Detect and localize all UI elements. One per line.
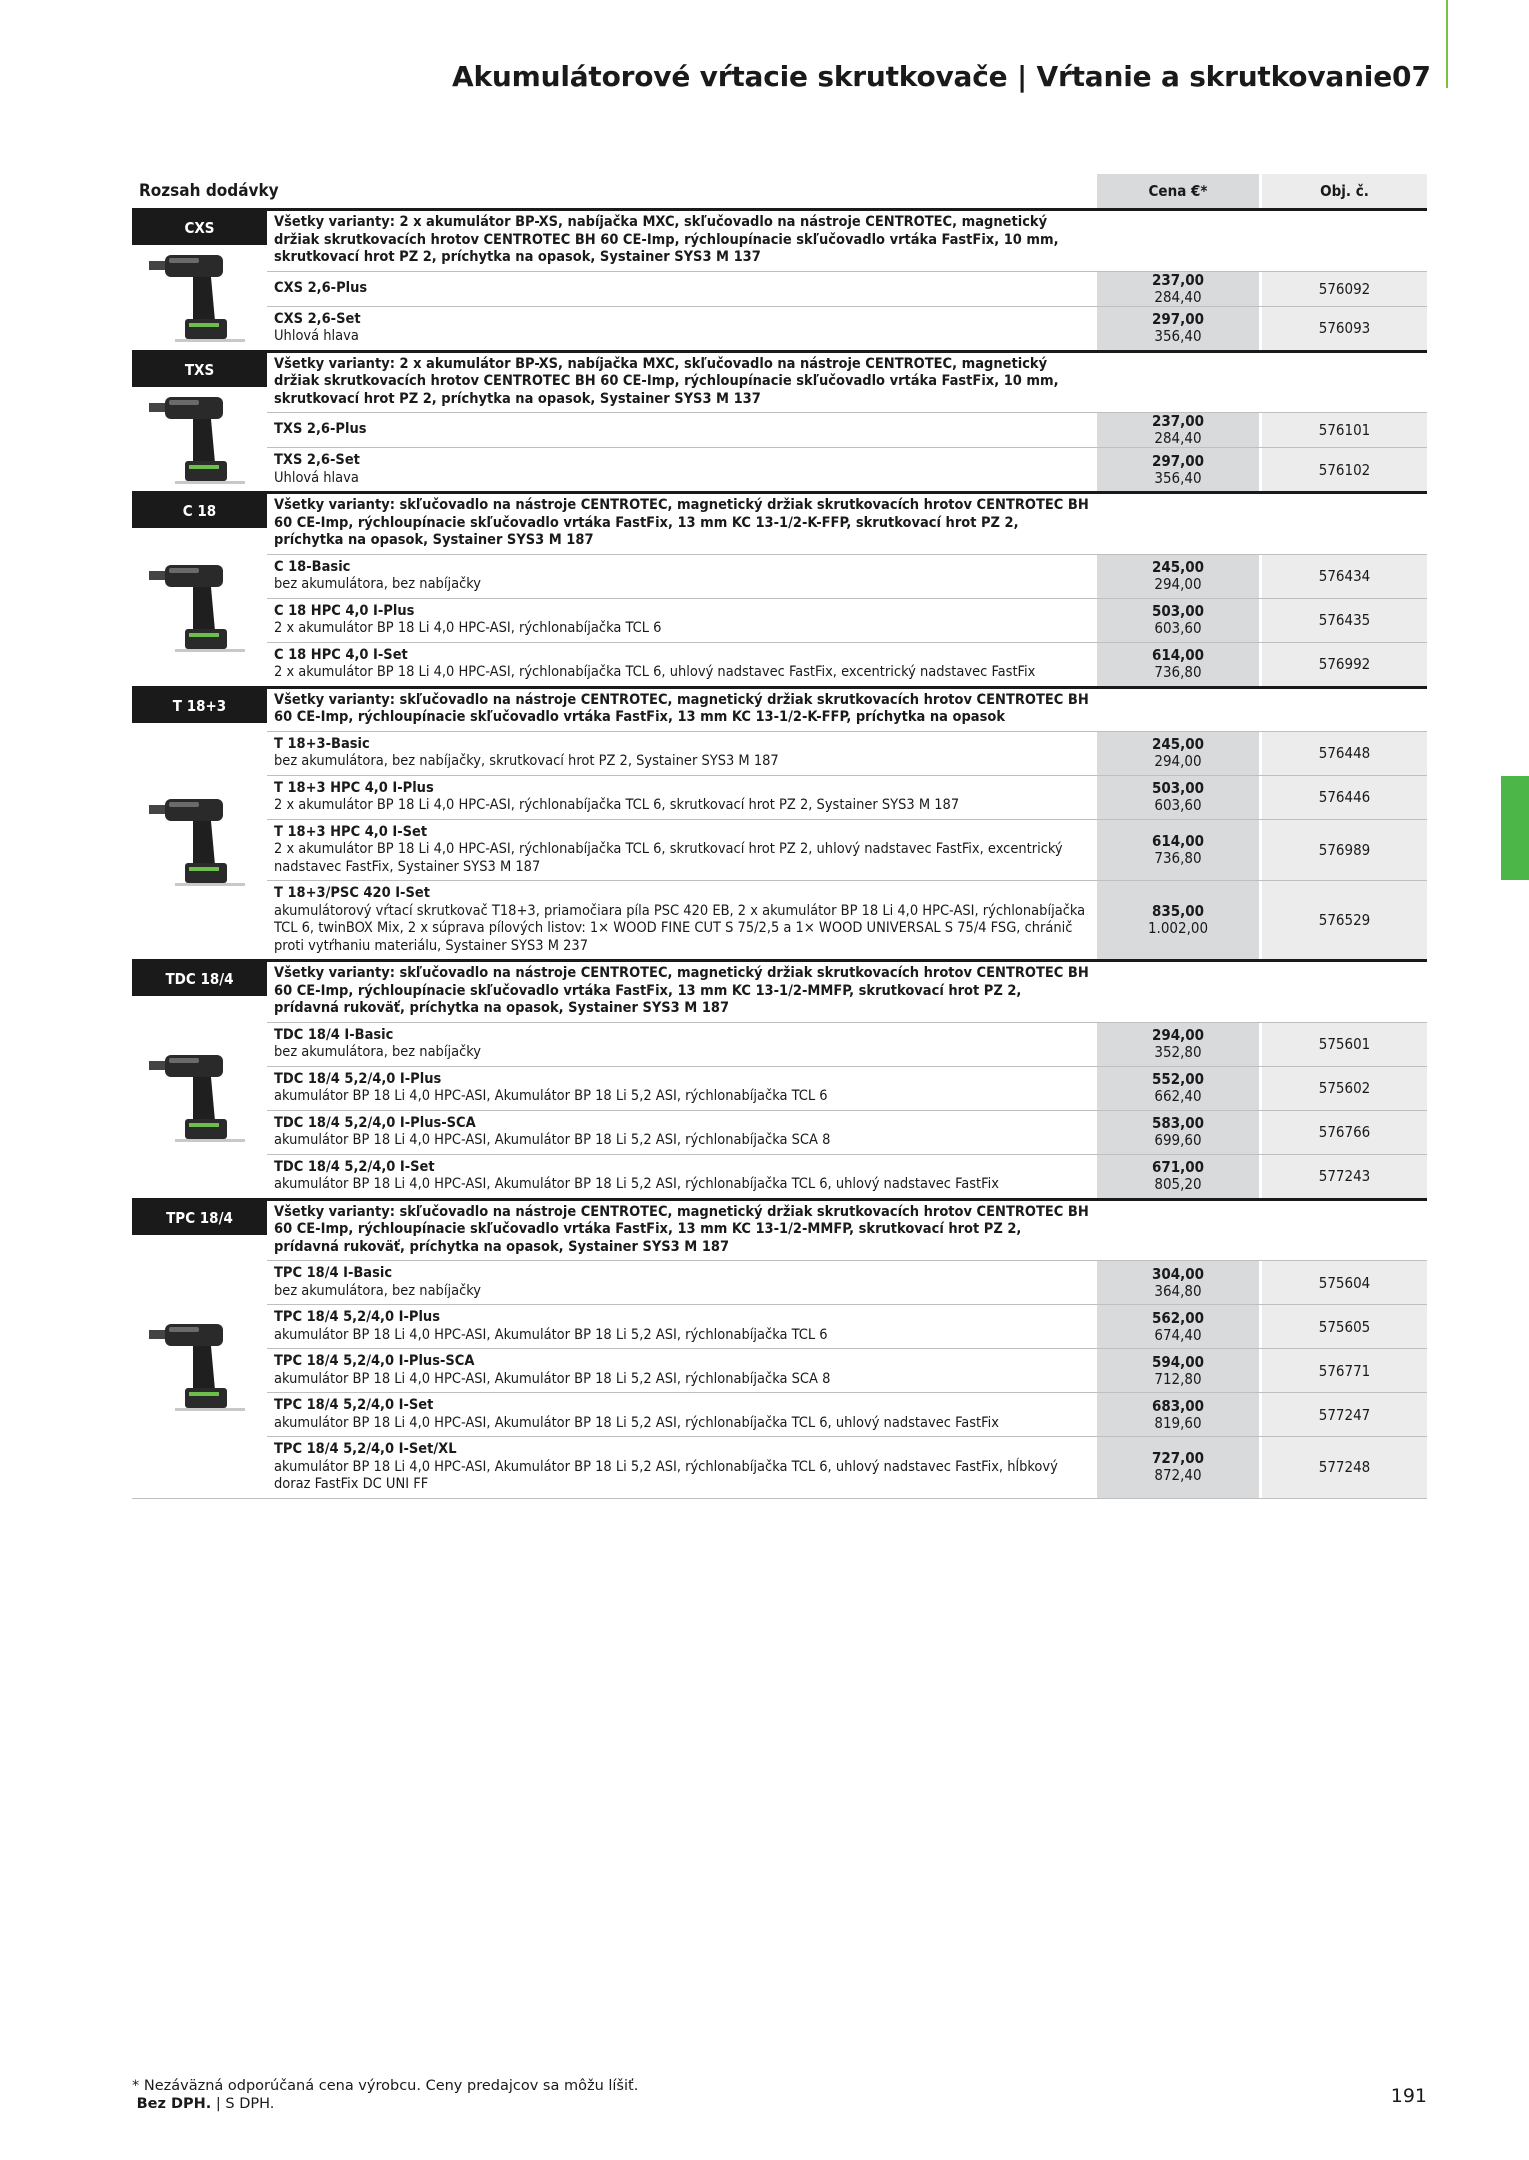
price-incl-vat: 1.002,00 [1147,919,1209,937]
variant-info [267,1393,1097,1436]
variant-price [1097,1305,1259,1348]
price-excl-vat: 671,00 [1151,1158,1205,1176]
price-excl-vat: 614,00 [1151,831,1205,850]
variant-price [1097,820,1259,881]
table-title: Rozsah dodávky [139,181,279,201]
variant-order-number: 576093 [1262,307,1427,350]
variant-order-number: 575602 [1262,1067,1427,1110]
variant-info [267,413,1097,447]
variant-order-number: 576989 [1262,820,1427,881]
variant-row [267,1154,1427,1198]
vat-incl-label: S DPH. [225,2096,275,2112]
variant-row [267,1436,1427,1498]
variant-name: T 18+3 HPC 4,0 I-Set [274,823,428,840]
variant-info [267,1155,1097,1198]
product-group [132,491,1427,686]
price-incl-vat: 699,60 [1154,1131,1202,1149]
variant-info [267,881,1097,959]
variant-row [267,880,1427,959]
variant-name: TPC 18/4 5,2/4,0 I-Set [274,1397,434,1413]
variant-row [267,642,1427,686]
group-content [267,689,1427,960]
variant-name: TPC 18/4 I-Basic [274,1265,393,1281]
price-incl-vat: 674,40 [1154,1325,1202,1344]
variant-row [267,306,1427,350]
variant-name: TPC 18/4 5,2/4,0 I-Plus-SCA [274,1353,475,1369]
variant-row [267,1260,1427,1304]
variant-row [267,271,1427,306]
variant-contents: akumulátor BP 18 Li 4,0 HPC-ASI, Akumulátor BP 18 Li 5,2 ASI, rýchlonabíjačka SCA 8 [274,1132,831,1148]
price-incl-vat: 662,40 [1154,1087,1202,1105]
product-badge: TPC 18/4 [132,1201,267,1235]
footnote [132,2077,638,2113]
variant-price [1097,1067,1259,1110]
group-content [267,962,1427,1198]
variant-contents: Uhlová hlava [274,328,359,344]
variant-row [267,1348,1427,1392]
group-label-column [132,962,267,1198]
variant-info [267,1305,1097,1348]
variant-price [1097,1023,1259,1066]
price-excl-vat: 245,00 [1151,558,1205,576]
variant-row [267,598,1427,642]
price-excl-vat: 835,00 [1151,902,1205,920]
group-description-text: Všetky varianty: 2 x akumulátor BP-XS, nabíjačka MXC, skľučovadlo na nástroje CENTROTEC, magnetický držiak skrutkovacích hrotov CENTROTEC BH 60 CE-Imp, rýchloupínacie skľučovadlo vrtáka FastFix, 10 mm, skrutkovací hrot PZ 2, príchytka na opasok, Systainer SYS3 M 137 [274,355,1059,407]
group-content [267,1201,1427,1498]
variant-info [267,643,1097,686]
variant-contents: bez akumulátora, bez nabíjačky [274,576,482,592]
product-group [132,208,1427,350]
price-incl-vat: 284,40 [1154,287,1202,306]
price-incl-vat: 352,80 [1154,1043,1202,1061]
price-excl-vat: 237,00 [1151,412,1205,430]
variant-name: TDC 18/4 5,2/4,0 I-Plus [274,1070,442,1087]
group-description [267,494,1427,554]
product-group [132,350,1427,492]
variant-info [267,307,1097,350]
product-group [132,686,1427,960]
variant-info [267,555,1097,598]
variant-order-number: 576435 [1262,599,1427,642]
variant-row [267,412,1427,447]
product-table [132,174,1427,1499]
variant-order-number: 576771 [1262,1349,1427,1392]
price-excl-vat: 297,00 [1151,451,1205,470]
variant-info [267,1349,1097,1392]
group-description [267,962,1427,1022]
variant-order-number: 575604 [1262,1261,1427,1304]
vat-legend [132,2095,638,2113]
variant-row [267,1066,1427,1110]
variant-price [1097,1393,1259,1436]
variant-order-number: 577248 [1262,1437,1427,1498]
variant-contents: akumulátor BP 18 Li 4,0 HPC-ASI, Akumulátor BP 18 Li 5,2 ASI, rýchlonabíjačka TCL 6, uhlový nadstavec FastFix [274,1176,999,1192]
price-excl-vat: 614,00 [1151,646,1205,664]
variant-price [1097,1261,1259,1304]
variant-name: C 18 HPC 4,0 I-Plus [274,602,415,619]
page-title: Akumulátorové vŕtacie skrutkovače | Vŕtanie a skrutkovanie [452,60,1392,93]
variant-list [267,271,1427,350]
variant-name: TDC 18/4 I-Basic [274,1026,394,1043]
percussion-drill-icon [145,1316,255,1416]
group-content [267,353,1427,492]
price-incl-vat: 805,20 [1154,1175,1202,1193]
variant-name: TDC 18/4 5,2/4,0 I-Set [274,1158,435,1175]
group-description [267,689,1427,731]
group-description [267,1201,1427,1261]
variant-name: T 18+3 HPC 4,0 I-Plus [274,779,434,796]
variant-name: C 18 HPC 4,0 I-Set [274,646,408,663]
variant-name: T 18+3/PSC 420 I-Set [274,885,430,901]
variant-contents: 2 x akumulátor BP 18 Li 4,0 HPC-ASI, rýchlonabíjačka TCL 6, skrutkovací hrot PZ 2, uhlový nadstavec FastFix, excentrický nadstavec FastFix, Systainer SYS3 M 187 [274,841,1063,875]
product-image [138,996,261,1198]
variant-row [267,731,1427,775]
price-excl-vat: 245,00 [1151,735,1205,753]
product-groups [132,208,1427,1498]
variant-price [1097,732,1259,775]
price-incl-vat: 294,00 [1154,575,1202,593]
variant-contents: akumulátor BP 18 Li 4,0 HPC-ASI, Akumulátor BP 18 Li 5,2 ASI, rýchlonabíjačka TCL 6, uhlový nadstavec FastFix [274,1414,999,1431]
variant-price [1097,555,1259,598]
variant-order-number: 576992 [1262,643,1427,686]
product-badge: CXS [132,211,267,245]
variant-contents: akumulátorový vŕtací skrutkovač T18+3, priamočiara píla PSC 420 EB, 2 x akumulátor BP 18 Li 4,0 HPC-ASI, rýchlonabíjačka TCL 6, twinBOX Mix, 2 x súprava pílových listov: 1× WOOD FINE CUT S 75/2,5 a 1× WOOD UNIVERSAL S 75/4 FSG, chránič proti vytŕhaniu materiálu, Systainer SYS3 M 237 [274,902,1086,954]
product-image [138,387,261,492]
product-group [132,1198,1427,1498]
drill-driver-icon [145,791,255,891]
group-content [267,211,1427,350]
group-description-text: Všetky varianty: skľučovadlo na nástroje CENTROTEC, magnetický držiak skrutkovacích hrotov CENTROTEC BH 60 CE-Imp, rýchloupínacie skľučovadlo vrtáka FastFix, 13 mm KC 13-1/2-MMFP, skrutkovací hrot PZ 2, prídavná rukoväť, príchytka na opasok, Systainer SYS3 M 187 [274,965,1089,1016]
price-incl-vat: 284,40 [1154,429,1202,447]
price-incl-vat: 603,60 [1154,619,1202,637]
variant-name: CXS 2,6-Set [274,310,361,327]
variant-info [267,1067,1097,1110]
variant-price [1097,413,1259,447]
vat-excl-label: Bez DPH. [136,2096,212,2112]
variant-contents: bez akumulátora, bez nabíjačky [274,1282,482,1299]
variant-info [267,448,1097,491]
variant-list [267,1260,1427,1498]
variant-order-number: 576529 [1262,881,1427,959]
variant-name: TDC 18/4 5,2/4,0 I-Plus-SCA [274,1114,476,1131]
group-description [267,353,1427,413]
group-description-text: Všetky varianty: skľučovadlo na nástroje CENTROTEC, magnetický držiak skrutkovacích hrotov CENTROTEC BH 60 CE-Imp, rýchloupínacie skľučovadlo vrtáka FastFix, 13 mm KC 13-1/2-K-FFP, príchytka na opasok [274,691,1089,725]
variant-info [267,820,1097,881]
top-green-rule [1446,0,1448,88]
group-label-column [132,211,267,350]
variant-price [1097,307,1259,350]
variant-list [267,731,1427,960]
variant-info [267,599,1097,642]
price-excl-vat: 294,00 [1151,1026,1205,1044]
product-group [132,959,1427,1198]
price-incl-vat: 356,40 [1154,468,1202,487]
variant-price [1097,881,1259,959]
variant-price [1097,1111,1259,1154]
variant-order-number: 577243 [1262,1155,1427,1198]
cordless-drill-icon [145,557,255,657]
price-incl-vat: 364,80 [1154,1281,1202,1300]
variant-contents: akumulátor BP 18 Li 4,0 HPC-ASI, Akumulátor BP 18 Li 5,2 ASI, rýchlonabíjačka SCA 8 [274,1370,831,1387]
price-excl-vat: 297,00 [1151,310,1205,328]
variant-row [267,775,1427,819]
group-label-column [132,353,267,492]
product-badge: C 18 [132,494,267,528]
variant-price [1097,599,1259,642]
variant-order-number: 576434 [1262,555,1427,598]
variant-row [267,1304,1427,1348]
variant-price [1097,1349,1259,1392]
price-incl-vat: 736,80 [1154,663,1202,681]
product-badge: T 18+3 [132,689,267,723]
product-badge: TXS [132,353,267,387]
table-header [132,174,1427,208]
variant-contents: Uhlová hlava [274,469,359,486]
price-excl-vat: 562,00 [1151,1308,1205,1327]
variant-order-number: 575605 [1262,1305,1427,1348]
variant-contents: akumulátor BP 18 Li 4,0 HPC-ASI, Akumulátor BP 18 Li 5,2 ASI, rýchlonabíjačka TCL 6 [274,1326,828,1343]
variant-name: TXS 2,6-Plus [274,421,367,438]
variant-info [267,1261,1097,1304]
variant-order-number: 576102 [1262,448,1427,491]
group-description [267,211,1427,271]
product-image [138,245,261,350]
variant-price [1097,1437,1259,1498]
variant-row [267,1392,1427,1436]
variant-name: TPC 18/4 5,2/4,0 I-Set/XL [274,1441,457,1457]
variant-info [267,776,1097,819]
price-excl-vat: 583,00 [1151,1114,1205,1132]
variant-info [267,732,1097,775]
group-content [267,494,1427,686]
variant-info [267,1023,1097,1066]
price-column-header: Cena €* [1097,174,1259,208]
variant-contents: 2 x akumulátor BP 18 Li 4,0 HPC-ASI, rýchlonabíjačka TCL 6, uhlový nadstavec FastFix, excentrický nadstavec FastFix [274,664,1036,680]
group-description-text: Všetky varianty: skľučovadlo na nástroje CENTROTEC, magnetický držiak skrutkovacích hrotov CENTROTEC BH 60 CE-Imp, rýchloupínacie skľučovadlo vrtáka FastFix, 13 mm KC 13-1/2-K-FFP, skrutkovací hrot PZ 2, príchytka na opasok, Systainer SYS3 M 187 [274,497,1089,548]
variant-name: TXS 2,6-Set [274,452,360,468]
compact-drill-icon [145,247,255,347]
variant-list [267,554,1427,686]
variant-order-number: 575601 [1262,1023,1427,1066]
price-excl-vat: 727,00 [1151,1449,1205,1468]
product-badge: TDC 18/4 [132,962,267,996]
variant-info [267,272,1097,306]
drill-icon [145,389,255,489]
vat-separator: | [211,2096,226,2112]
price-incl-vat: 819,60 [1154,1413,1202,1432]
variant-row [267,1022,1427,1066]
variant-contents: 2 x akumulátor BP 18 Li 4,0 HPC-ASI, rýchlonabíjačka TCL 6, skrutkovací hrot PZ 2, Systainer SYS3 M 187 [274,797,960,813]
price-incl-vat: 603,60 [1154,796,1202,814]
variant-name: TPC 18/4 5,2/4,0 I-Plus [274,1309,440,1325]
variant-order-number: 576101 [1262,413,1427,447]
variant-row [267,554,1427,598]
price-excl-vat: 503,00 [1151,779,1205,797]
variant-order-number: 577247 [1262,1393,1427,1436]
price-incl-vat: 736,80 [1154,848,1202,867]
variant-price [1097,1155,1259,1198]
chapter-side-tab [1501,776,1529,880]
variant-price [1097,448,1259,491]
group-description-text: Všetky varianty: skľučovadlo na nástroje CENTROTEC, magnetický držiak skrutkovacích hrotov CENTROTEC BH 60 CE-Imp, rýchloupínacie skľučovadlo vrtáka FastFix, 13 mm KC 13-1/2-MMFP, skrutkovací hrot PZ 2, prídavná rukoväť, príchytka na opasok, Systainer SYS3 M 187 [274,1203,1089,1255]
variant-contents: akumulátor BP 18 Li 4,0 HPC-ASI, Akumulátor BP 18 Li 5,2 ASI, rýchlonabíjačka TCL 6, uhlový nadstavec FastFix, hĺbkový doraz FastFix DC UNI FF [274,1458,1058,1492]
page-number: 191 [1390,2085,1427,2107]
variant-info [267,1111,1097,1154]
variant-order-number: 576092 [1262,272,1427,306]
variant-price [1097,776,1259,819]
variant-contents: bez akumulátora, bez nabíjačky [274,1044,482,1060]
variant-list [267,1022,1427,1198]
group-description-text: Všetky varianty: 2 x akumulátor BP-XS, nabíjačka MXC, skľučovadlo na nástroje CENTROTEC, magnetický držiak skrutkovacích hrotov CENTROTEC BH 60 CE-Imp, rýchloupínacie skľučovadlo vrtáka FastFix, 10 mm, skrutkovací hrot PZ 2, príchytka na opasok, Systainer SYS3 M 137 [274,214,1059,265]
product-image [138,723,261,960]
price-incl-vat: 712,80 [1154,1369,1202,1388]
variant-list [267,412,1427,491]
variant-price [1097,643,1259,686]
chapter-number: 07 [1392,60,1431,93]
price-excl-vat: 552,00 [1151,1070,1205,1088]
price-excl-vat: 594,00 [1151,1352,1205,1371]
price-excl-vat: 237,00 [1151,270,1205,289]
variant-row [267,819,1427,881]
variant-row [267,447,1427,491]
group-label-column [132,1201,267,1498]
price-excl-vat: 503,00 [1151,602,1205,620]
group-label-column [132,689,267,960]
variant-order-number: 576448 [1262,732,1427,775]
product-image [138,1235,261,1498]
variant-contents: bez akumulátora, bez nabíjačky, skrutkovací hrot PZ 2, Systainer SYS3 M 187 [274,753,779,769]
price-incl-vat: 872,40 [1154,1466,1202,1485]
variant-row [267,1110,1427,1154]
variant-info [267,1437,1097,1498]
variant-contents: 2 x akumulátor BP 18 Li 4,0 HPC-ASI, rýchlonabíjačka TCL 6 [274,620,662,636]
variant-order-number: 576766 [1262,1111,1427,1154]
price-excl-vat: 304,00 [1151,1264,1205,1283]
variant-price [1097,272,1259,306]
order-column-header: Obj. č. [1262,174,1427,208]
variant-contents: akumulátor BP 18 Li 4,0 HPC-ASI, Akumulátor BP 18 Li 5,2 ASI, rýchlonabíjačka TCL 6 [274,1088,828,1104]
product-image [138,528,261,686]
drill-with-battery-icon [145,1047,255,1147]
price-incl-vat: 294,00 [1154,752,1202,770]
table-bottom-rule [132,1498,1427,1499]
footnote-text: * Nezáväzná odporúčaná cena výrobcu. Ceny predajcov sa môžu líšiť. [132,2078,639,2094]
variant-name: T 18+3-Basic [274,735,370,752]
variant-order-number: 576446 [1262,776,1427,819]
group-label-column [132,494,267,686]
price-excl-vat: 683,00 [1151,1396,1205,1415]
variant-name: CXS 2,6-Plus [274,279,368,296]
variant-name: C 18-Basic [274,558,351,575]
price-incl-vat: 356,40 [1154,327,1202,345]
